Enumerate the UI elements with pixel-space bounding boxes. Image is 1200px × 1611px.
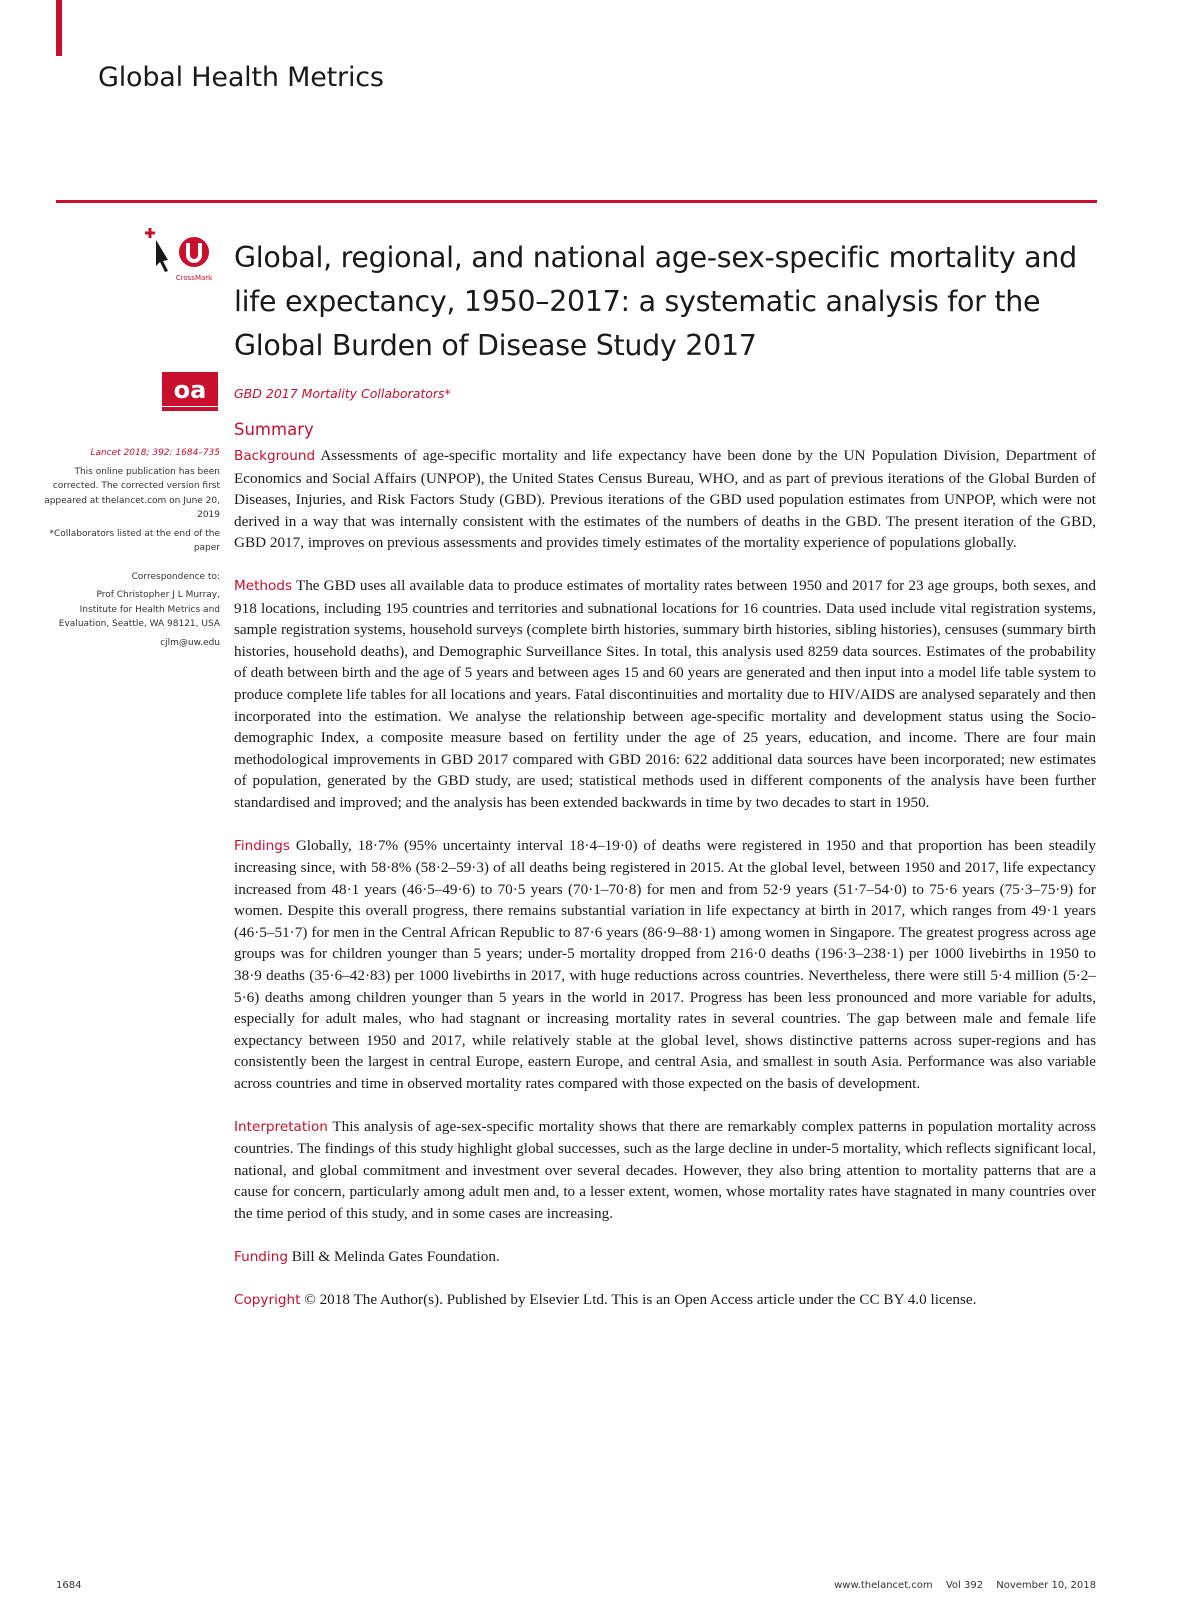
red-edge-marker (56, 0, 62, 56)
footer-volume: Vol 392 (945, 1580, 984, 1591)
footer-site-link[interactable]: www.thelancet.com (834, 1580, 933, 1591)
correspondence-name: Prof Christopher J L Murray, (96, 590, 220, 600)
funding-label: Funding (234, 1248, 288, 1265)
interpretation-text: This analysis of age-sex-specific mortality shows that there are remarkably complex patterns in population mortality across countries. The findings of this study highlight global successes, such as the large decline in under-5 mortality, which reflects significant local, national, and global commitment and investment over several decades. However, they also bring attention to mortality patterns that are a cause for concern, particularly among adult men and, to a lesser extent, women, whose mortality rates have stagnated in many countries over the time period of this study, and in some cases are increasing. (234, 1117, 1096, 1222)
correspondence-institute: Institute for Health Metrics and Evaluation, Seattle, WA 98121, USA (58, 604, 220, 629)
abstract-funding (234, 1246, 1096, 1269)
summary-heading: Summary (234, 420, 314, 439)
findings-label: Findings (234, 837, 290, 854)
footer-date: November 10, 2018 (996, 1580, 1096, 1591)
abstract (234, 445, 1096, 1312)
findings-text: Globally, 18·7% (95% uncertainty interval 18·4–19·0) of deaths were registered in 1950 and that proportion has been steadily increasing since, with 58·8% (58·2–59·3) of all deaths being registered in 2015. At the global level, between 1950 and 2017, life expectancy increased from 48·1 years (46·5–49·6) to 70·5 years (70·1–70·8) for men and from 52·9 years (51·7–54·0) to 75·6 years (75·3–75·9) for women. Despite this overall progress, there remains substantial variation in life expectancy at birth in 2017, which ranges from 49·1 years (46·5–51·7) for men in the Central African Republic to 87·6 years (86·9–88·1) among women in Singapore. The greatest progress across age groups was for children younger than 5 years; under-5 mortality dropped from 216·0 deaths (196·3–238·1) per 1000 livebirths in 1950 to 38·9 deaths (35·6–42·83) per 1000 livebirths in 2017, with huge reductions across countries. Nevertheless, there were still 5·4 million (5·2–5·6) deaths among children younger than 5 years in the world in 2017. Progress has been less pronounced and more variable for adults, especially for adult males, who had stagnant or increasing mortality rates in several countries. The gap between male and female life expectancy between 1950 and 2017, while relatively stable at the global level, shows distinctive patterns across super-regions and has consistently been the largest in central Europe, eastern Europe, and central Asia, and smallest in south Asia. Performance was also variable across countries and time in observed mortality rates compared with those expected on the basis of development. (234, 836, 1096, 1093)
interpretation-label: Interpretation (234, 1118, 328, 1135)
open-access-badge[interactable] (162, 372, 218, 412)
top-rule (56, 200, 1097, 203)
abstract-background (234, 445, 1096, 554)
collaborators-note: *Collaborators listed at the end of the paper (49, 528, 220, 553)
badge-column (140, 226, 218, 404)
abstract-findings (234, 835, 1096, 1095)
correction-note: This online publication has been corrected. The corrected version first appeared at thelancet.com on June 20, 2019 (44, 466, 220, 520)
open-access-icon (162, 372, 218, 412)
abstract-copyright (234, 1289, 1096, 1312)
correspondence-label: Correspondence to: (131, 571, 220, 582)
crossmark-caption: CrossMark (175, 274, 213, 282)
section-label: Global Health Metrics (98, 62, 384, 93)
crossmark-icon (140, 226, 218, 286)
background-text: Assessments of age-specific mortality and life expectancy have been done by the UN Population Division, Department of Economics and Social Affairs (UNPOP), the United States Census Bureau, WHO, and as part of previous iterations of the Global Burden of Diseases, Injuries, and Risk Factors Study (GBD). Previous iterations of the GBD used population estimates from UNPOP, which were not derived in a way that was internally consistent with the estimates of the numbers of deaths in the GBD. The present iteration of the GBD, GBD 2017, improves on previous assessments and provides timely estimates of the mortality experience of populations globally. (234, 447, 1096, 552)
footer-info (834, 1580, 1096, 1591)
page-number: 1684 (56, 1580, 82, 1591)
correspondence-email[interactable]: cjlm@uw.edu (160, 637, 220, 648)
methods-text: The GBD uses all available data to produce estimates of mortality rates between 1950 and 2017 for 23 age groups, both sexes, and 918 locations, including 195 countries and territories and subnational locations for 16 countries. Data used include vital registration systems, sample registration systems, household surveys (complete birth histories, summary birth histories, sibling histories), censuses (summary birth histories, household deaths), and Demographic Surveillance Sites. In total, this analysis used 8259 data sources. Estimates of the probability of death between birth and the age of 5 years and between ages 15 and 60 years are generated and then input into a model life table system to produce complete life tables for all locations and years. Fatal discontinuities and mortality due to HIV/AIDS are analysed separately and then incorporated into the estimation. We analyse the relationship between age-specific mortality and development status using the Socio-demographic Index, a composite measure based on fertility under the age of 25 years, education, and income. There are four main methodological improvements in GBD 2017 compared with GBD 2016: 622 additional data sources have been incorporated; new estimates of population, generated by the GBD study, are used; statistical methods used in different components of the analysis have been further standardised and improved; and the analysis has been extended backwards in time by two decades to start in 1950. (234, 576, 1096, 811)
article-title: Global, regional, and national age-sex-specific mortality and life expectancy, 1950–2017: a systematic analysis for the Global Burden of Disease Study 2017 (234, 241, 1077, 362)
background-label: Background (234, 448, 316, 464)
author-line[interactable]: GBD 2017 Mortality Collaborators* (234, 386, 451, 401)
methods-label: Methods (234, 577, 293, 594)
abstract-methods (234, 575, 1096, 814)
side-notes (40, 446, 220, 654)
crossmark-badge[interactable] (140, 226, 218, 286)
copyright-label: Copyright (234, 1292, 301, 1309)
funding-text: Bill & Melinda Gates Foundation. (291, 1247, 500, 1265)
oa-label: oa (173, 376, 207, 404)
citation[interactable]: Lancet 2018; 392: 1684–735 (90, 448, 220, 458)
abstract-interpretation (234, 1116, 1096, 1225)
copyright-text: © 2018 The Author(s). Published by Elsevier Ltd. This is an Open Access article under the CC BY 4.0 license. (304, 1291, 977, 1309)
